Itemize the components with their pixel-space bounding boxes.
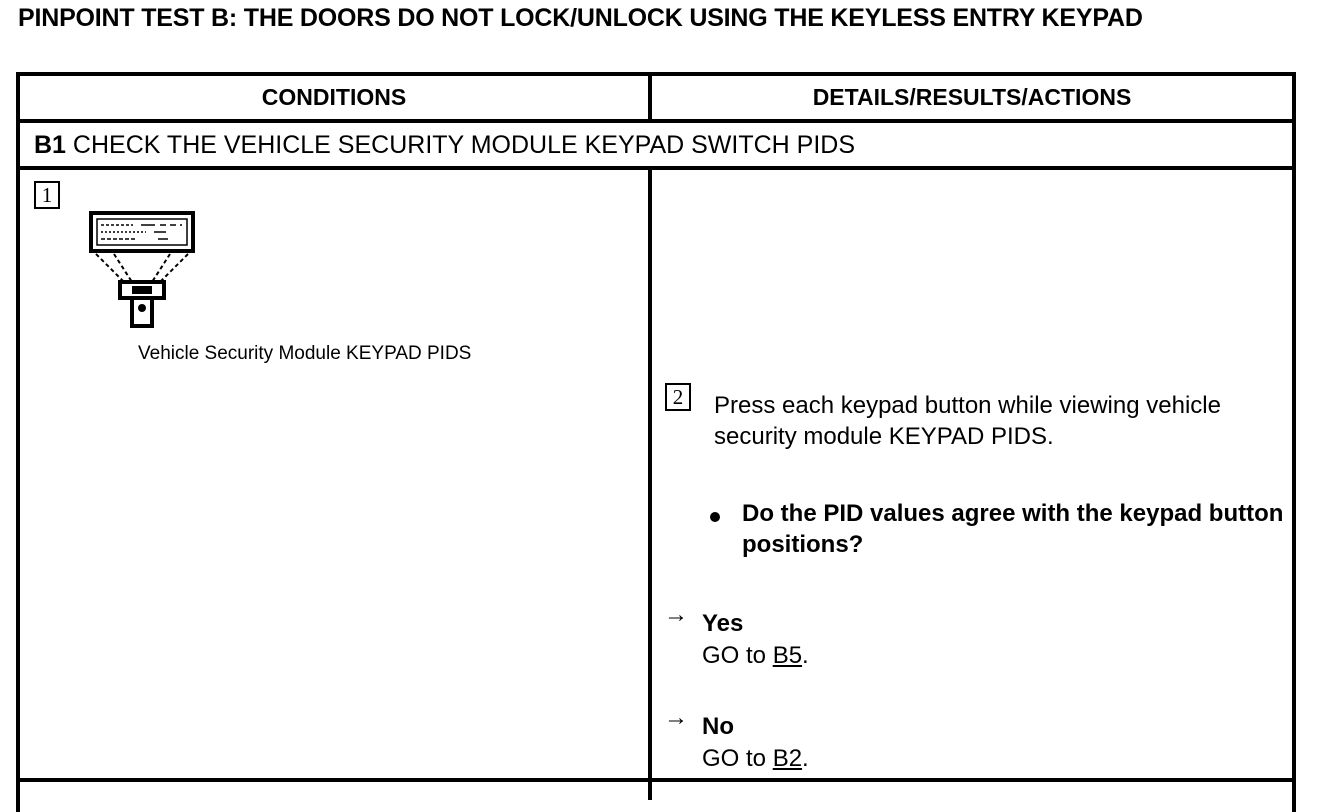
page-title: PINPOINT TEST B: THE DOORS DO NOT LOCK/UNLOCK USING THE KEYLESS ENTRY KEYPAD <box>18 4 1143 32</box>
figure-caption: Vehicle Security Module KEYPAD PIDS <box>138 343 472 364</box>
step-id: B1 <box>34 131 66 159</box>
goto-prefix: GO to <box>702 642 773 669</box>
scan-tool-connector-icon <box>88 210 200 332</box>
arrow-right-icon: → <box>664 601 688 628</box>
header-divider <box>16 119 1296 123</box>
step-bottom-divider <box>16 778 1296 782</box>
goto-b5-link[interactable]: B5 <box>772 642 803 669</box>
goto-suffix: . <box>802 642 809 669</box>
step-title-divider <box>16 166 1296 170</box>
arrow-right-icon: → <box>664 704 688 731</box>
body-column-divider <box>648 166 652 800</box>
conditions-header: CONDITIONS <box>261 84 407 110</box>
goto-prefix: GO to <box>702 745 773 772</box>
step-title-row <box>34 131 855 160</box>
answer-no-goto <box>702 745 809 773</box>
details-header: DETAILS/RESULTS/ACTIONS <box>812 84 1132 110</box>
goto-b2-link[interactable]: B2 <box>772 745 803 772</box>
details-step-number-box: 2 <box>665 383 691 411</box>
bullet-icon <box>710 512 720 522</box>
step-title: CHECK THE VEHICLE SECURITY MODULE KEYPAD SWITCH PIDS <box>72 131 856 159</box>
instruction-text: Press each keypad button while viewing vehicle security module KEYPAD PIDS. <box>714 392 1221 450</box>
answer-yes-label: Yes <box>702 610 744 637</box>
goto-suffix: . <box>802 745 809 772</box>
answer-yes-goto <box>702 642 809 670</box>
question-text: Do the PID values agree with the keypad button positions? <box>742 500 1284 558</box>
step-number-box: 1 <box>34 181 60 209</box>
answer-no-label: No <box>702 713 734 740</box>
